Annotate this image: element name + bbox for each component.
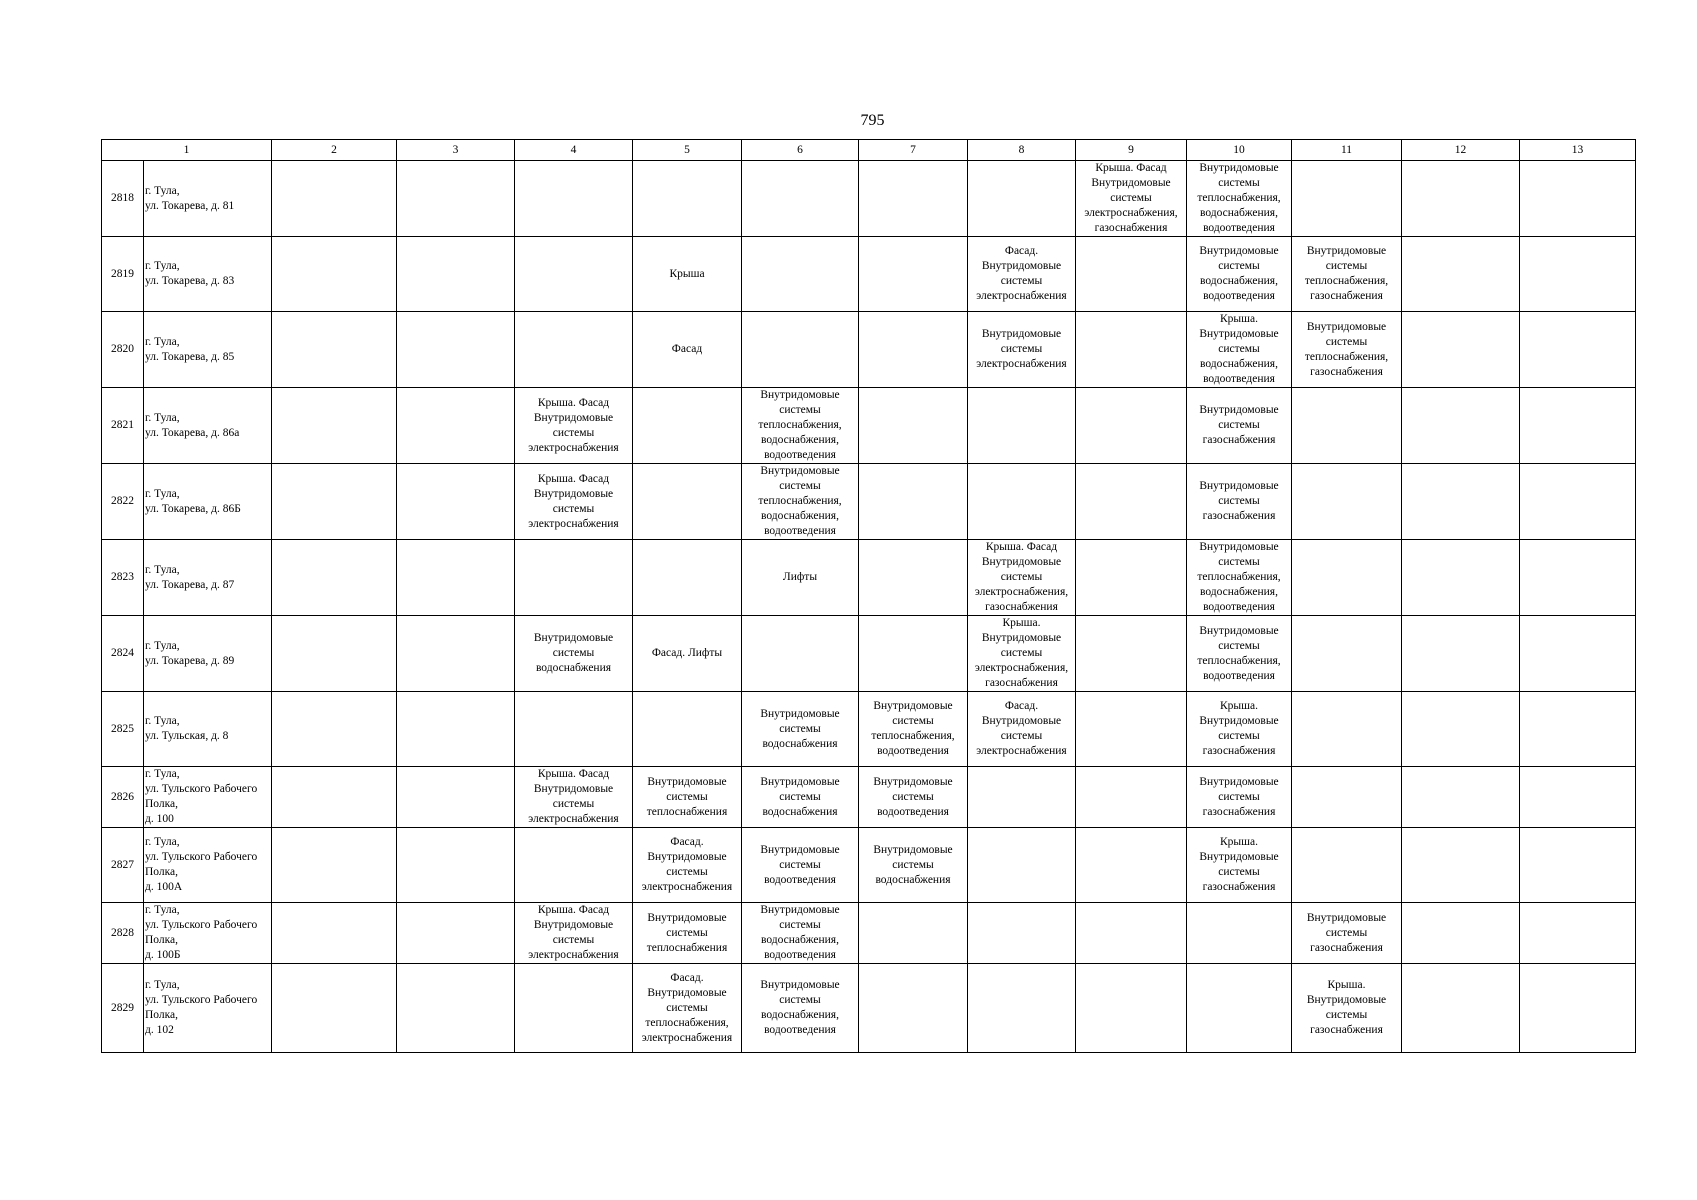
work-cell-col-13 [1520, 964, 1636, 1053]
work-cell-col-13 [1520, 540, 1636, 616]
work-cell-col-9 [1076, 692, 1187, 767]
work-cell-col-10: Внутридомовые системы газоснабжения [1187, 388, 1292, 464]
column-header-5: 5 [633, 140, 742, 161]
column-header-7: 7 [859, 140, 968, 161]
work-cell-col-6: Лифты [742, 540, 859, 616]
address-cell: г. Тула, ул. Токарева, д. 85 [144, 312, 272, 388]
work-cell-col-4: Внутридомовые системы водоснабжения [515, 616, 633, 692]
work-cell-col-3 [397, 388, 515, 464]
work-cell-col-13 [1520, 828, 1636, 903]
work-cell-col-8: Внутридомовые системы электроснабжения [968, 312, 1076, 388]
work-cell-col-5 [633, 161, 742, 237]
work-cell-col-10: Внутридомовые системы газоснабжения [1187, 464, 1292, 540]
work-cell-col-5: Фасад. Лифты [633, 616, 742, 692]
table-row [102, 388, 1636, 464]
row-number: 2820 [102, 312, 144, 388]
work-cell-col-13 [1520, 161, 1636, 237]
work-cell-col-13 [1520, 388, 1636, 464]
work-cell-col-4: Крыша. Фасад Внутридомовые системы электроснабжения [515, 903, 633, 964]
work-cell-col-7 [859, 161, 968, 237]
work-cell-col-4 [515, 692, 633, 767]
work-cell-col-6 [742, 312, 859, 388]
table-row [102, 161, 1636, 237]
work-cell-col-11 [1292, 161, 1402, 237]
work-cell-col-3 [397, 828, 515, 903]
work-cell-col-2 [272, 540, 397, 616]
table-row [102, 616, 1636, 692]
work-cell-col-7 [859, 903, 968, 964]
work-cell-col-5 [633, 692, 742, 767]
column-header-11: 11 [1292, 140, 1402, 161]
work-cell-col-9 [1076, 388, 1187, 464]
table-row [102, 312, 1636, 388]
work-cell-col-6: Внутридомовые системы теплоснабжения, водоснабжения, водоотведения [742, 388, 859, 464]
work-cell-col-11: Внутридомовые системы теплоснабжения, газоснабжения [1292, 312, 1402, 388]
work-cell-col-2 [272, 464, 397, 540]
work-cell-col-10: Внутридомовые системы теплоснабжения, водоотведения [1187, 616, 1292, 692]
work-cell-col-4 [515, 964, 633, 1053]
work-cell-col-2 [272, 767, 397, 828]
work-cell-col-11 [1292, 828, 1402, 903]
work-cell-col-9 [1076, 964, 1187, 1053]
work-cell-col-7: Внутридомовые системы водоотведения [859, 767, 968, 828]
address-cell: г. Тула, ул. Токарева, д. 86а [144, 388, 272, 464]
work-cell-col-11: Внутридомовые системы теплоснабжения, газоснабжения [1292, 237, 1402, 312]
work-cell-col-2 [272, 312, 397, 388]
work-cell-col-11 [1292, 767, 1402, 828]
work-cell-col-9: Крыша. Фасад Внутридомовые системы электроснабжения, газоснабжения [1076, 161, 1187, 237]
work-cell-col-7: Внутридомовые системы теплоснабжения, водоотведения [859, 692, 968, 767]
work-cell-col-13 [1520, 692, 1636, 767]
work-cell-col-13 [1520, 464, 1636, 540]
column-header-1: 1 [102, 140, 272, 161]
work-cell-col-13 [1520, 767, 1636, 828]
table-row [102, 540, 1636, 616]
work-cell-col-8 [968, 161, 1076, 237]
work-cell-col-5: Фасад [633, 312, 742, 388]
work-cell-col-8 [968, 903, 1076, 964]
work-cell-col-12 [1402, 388, 1520, 464]
column-header-8: 8 [968, 140, 1076, 161]
row-number: 2826 [102, 767, 144, 828]
work-cell-col-7 [859, 388, 968, 464]
work-cell-col-10: Крыша. Внутридомовые системы водоснабжения, водоотведения [1187, 312, 1292, 388]
work-cell-col-4 [515, 828, 633, 903]
row-number: 2823 [102, 540, 144, 616]
work-cell-col-6: Внутридомовые системы теплоснабжения, водоснабжения, водоотведения [742, 464, 859, 540]
work-cell-col-11 [1292, 616, 1402, 692]
work-cell-col-3 [397, 616, 515, 692]
work-cell-col-4 [515, 540, 633, 616]
work-cell-col-6: Внутридомовые системы водоснабжения, водоотведения [742, 903, 859, 964]
work-cell-col-6: Внутридомовые системы водоснабжения, водоотведения [742, 964, 859, 1053]
work-cell-col-12 [1402, 828, 1520, 903]
work-cell-col-12 [1402, 161, 1520, 237]
column-header-10: 10 [1187, 140, 1292, 161]
address-cell: г. Тула, ул. Токарева, д. 86Б [144, 464, 272, 540]
work-cell-col-13 [1520, 616, 1636, 692]
address-cell: г. Тула, ул. Тульского Рабочего Полка, д. 100Б [144, 903, 272, 964]
table-row [102, 964, 1636, 1053]
work-cell-col-3 [397, 237, 515, 312]
address-cell: г. Тула, ул. Токарева, д. 83 [144, 237, 272, 312]
work-cell-col-7: Внутридомовые системы водоснабжения [859, 828, 968, 903]
work-cell-col-12 [1402, 540, 1520, 616]
work-cell-col-8 [968, 767, 1076, 828]
work-cell-col-3 [397, 540, 515, 616]
work-cell-col-4 [515, 161, 633, 237]
work-cell-col-11 [1292, 388, 1402, 464]
table-row [102, 828, 1636, 903]
work-cell-col-2 [272, 692, 397, 767]
row-number: 2827 [102, 828, 144, 903]
table-row [102, 767, 1636, 828]
work-cell-col-3 [397, 312, 515, 388]
work-cell-col-9 [1076, 828, 1187, 903]
address-cell: г. Тула, ул. Токарева, д. 87 [144, 540, 272, 616]
work-cell-col-3 [397, 161, 515, 237]
work-cell-col-6: Внутридомовые системы водоотведения [742, 828, 859, 903]
work-cell-col-5: Крыша [633, 237, 742, 312]
table-row [102, 903, 1636, 964]
work-cell-col-7 [859, 964, 968, 1053]
work-cell-col-7 [859, 540, 968, 616]
page-number: 795 [860, 112, 885, 129]
work-cell-col-10: Внутридомовые системы теплоснабжения, водоснабжения, водоотведения [1187, 540, 1292, 616]
work-cell-col-9 [1076, 312, 1187, 388]
work-cell-col-12 [1402, 312, 1520, 388]
work-cell-col-3 [397, 464, 515, 540]
work-cell-col-4: Крыша. Фасад Внутридомовые системы электроснабжения [515, 464, 633, 540]
work-cell-col-4 [515, 237, 633, 312]
work-cell-col-4: Крыша. Фасад Внутридомовые системы электроснабжения [515, 388, 633, 464]
work-cell-col-11: Внутридомовые системы газоснабжения [1292, 903, 1402, 964]
row-number: 2821 [102, 388, 144, 464]
work-cell-col-2 [272, 388, 397, 464]
row-number: 2825 [102, 692, 144, 767]
work-cell-col-5: Фасад. Внутридомовые системы теплоснабжения, электроснабжения [633, 964, 742, 1053]
work-cell-col-8 [968, 828, 1076, 903]
work-cell-col-10: Крыша. Внутридомовые системы газоснабжения [1187, 828, 1292, 903]
work-cell-col-8: Фасад. Внутридомовые системы электроснабжения [968, 692, 1076, 767]
column-header-13: 13 [1520, 140, 1636, 161]
work-cell-col-11: Крыша. Внутридомовые системы газоснабжения [1292, 964, 1402, 1053]
work-cell-col-12 [1402, 767, 1520, 828]
address-cell: г. Тула, ул. Тульского Рабочего Полка, д. 100А [144, 828, 272, 903]
work-cell-col-12 [1402, 903, 1520, 964]
address-cell: г. Тула, ул. Тульского Рабочего Полка, д. 100 [144, 767, 272, 828]
work-cell-col-7 [859, 464, 968, 540]
work-cell-col-3 [397, 767, 515, 828]
work-cell-col-5: Фасад. Внутридомовые системы электроснабжения [633, 828, 742, 903]
row-number: 2829 [102, 964, 144, 1053]
work-cell-col-10: Внутридомовые системы водоснабжения, водоотведения [1187, 237, 1292, 312]
work-cell-col-11 [1292, 540, 1402, 616]
work-cell-col-8: Крыша. Фасад Внутридомовые системы электроснабжения, газоснабжения [968, 540, 1076, 616]
row-number: 2822 [102, 464, 144, 540]
work-cell-col-8: Крыша. Внутридомовые системы электроснабжения, газоснабжения [968, 616, 1076, 692]
work-cell-col-6 [742, 161, 859, 237]
row-number: 2824 [102, 616, 144, 692]
work-cell-col-2 [272, 964, 397, 1053]
work-cell-col-12 [1402, 464, 1520, 540]
work-cell-col-2 [272, 237, 397, 312]
work-cell-col-9 [1076, 464, 1187, 540]
work-cell-col-7 [859, 312, 968, 388]
work-cell-col-2 [272, 828, 397, 903]
row-number: 2818 [102, 161, 144, 237]
work-cell-col-3 [397, 903, 515, 964]
work-cell-col-5 [633, 464, 742, 540]
address-cell: г. Тула, ул. Токарева, д. 81 [144, 161, 272, 237]
table-row [102, 692, 1636, 767]
work-cell-col-11 [1292, 464, 1402, 540]
work-cell-col-9 [1076, 903, 1187, 964]
column-header-2: 2 [272, 140, 397, 161]
work-cell-col-7 [859, 237, 968, 312]
work-cell-col-5: Внутридомовые системы теплоснабжения [633, 767, 742, 828]
work-cell-col-12 [1402, 616, 1520, 692]
work-cell-col-2 [272, 903, 397, 964]
address-cell: г. Тула, ул. Тульского Рабочего Полка, д. 102 [144, 964, 272, 1053]
work-cell-col-7 [859, 616, 968, 692]
column-header-9: 9 [1076, 140, 1187, 161]
column-header-3: 3 [397, 140, 515, 161]
work-cell-col-4: Крыша. Фасад Внутридомовые системы электроснабжения [515, 767, 633, 828]
work-cell-col-9 [1076, 767, 1187, 828]
work-cell-col-5: Внутридомовые системы теплоснабжения [633, 903, 742, 964]
work-cell-col-9 [1076, 237, 1187, 312]
work-cell-col-10: Внутридомовые системы теплоснабжения, водоснабжения, водоотведения [1187, 161, 1292, 237]
work-cell-col-12 [1402, 237, 1520, 312]
column-header-12: 12 [1402, 140, 1520, 161]
table-row [102, 464, 1636, 540]
column-header-6: 6 [742, 140, 859, 161]
work-cell-col-2 [272, 616, 397, 692]
work-cell-col-10: Внутридомовые системы газоснабжения [1187, 767, 1292, 828]
work-cell-col-8 [968, 964, 1076, 1053]
work-cell-col-12 [1402, 692, 1520, 767]
work-cell-col-9 [1076, 616, 1187, 692]
work-cell-col-6 [742, 616, 859, 692]
table-body [102, 161, 1636, 1053]
work-cell-col-8: Фасад. Внутридомовые системы электроснабжения [968, 237, 1076, 312]
row-number: 2828 [102, 903, 144, 964]
work-cell-col-12 [1402, 964, 1520, 1053]
address-cell: г. Тула, ул. Токарева, д. 89 [144, 616, 272, 692]
work-cell-col-11 [1292, 692, 1402, 767]
table-row [102, 237, 1636, 312]
address-cell: г. Тула, ул. Тульская, д. 8 [144, 692, 272, 767]
table-header [102, 140, 1636, 161]
repair-schedule-table [101, 139, 1636, 1053]
work-cell-col-6: Внутридомовые системы водоснабжения [742, 767, 859, 828]
work-cell-col-13 [1520, 903, 1636, 964]
work-cell-col-8 [968, 388, 1076, 464]
work-cell-col-13 [1520, 312, 1636, 388]
work-cell-col-13 [1520, 237, 1636, 312]
work-cell-col-3 [397, 692, 515, 767]
work-cell-col-3 [397, 964, 515, 1053]
work-cell-col-4 [515, 312, 633, 388]
work-cell-col-8 [968, 464, 1076, 540]
work-cell-col-5 [633, 540, 742, 616]
work-cell-col-10 [1187, 903, 1292, 964]
work-cell-col-6 [742, 237, 859, 312]
work-cell-col-10 [1187, 964, 1292, 1053]
work-cell-col-2 [272, 161, 397, 237]
work-cell-col-5 [633, 388, 742, 464]
work-cell-col-9 [1076, 540, 1187, 616]
row-number: 2819 [102, 237, 144, 312]
column-header-4: 4 [515, 140, 633, 161]
work-cell-col-10: Крыша. Внутридомовые системы газоснабжения [1187, 692, 1292, 767]
work-cell-col-6: Внутридомовые системы водоснабжения [742, 692, 859, 767]
